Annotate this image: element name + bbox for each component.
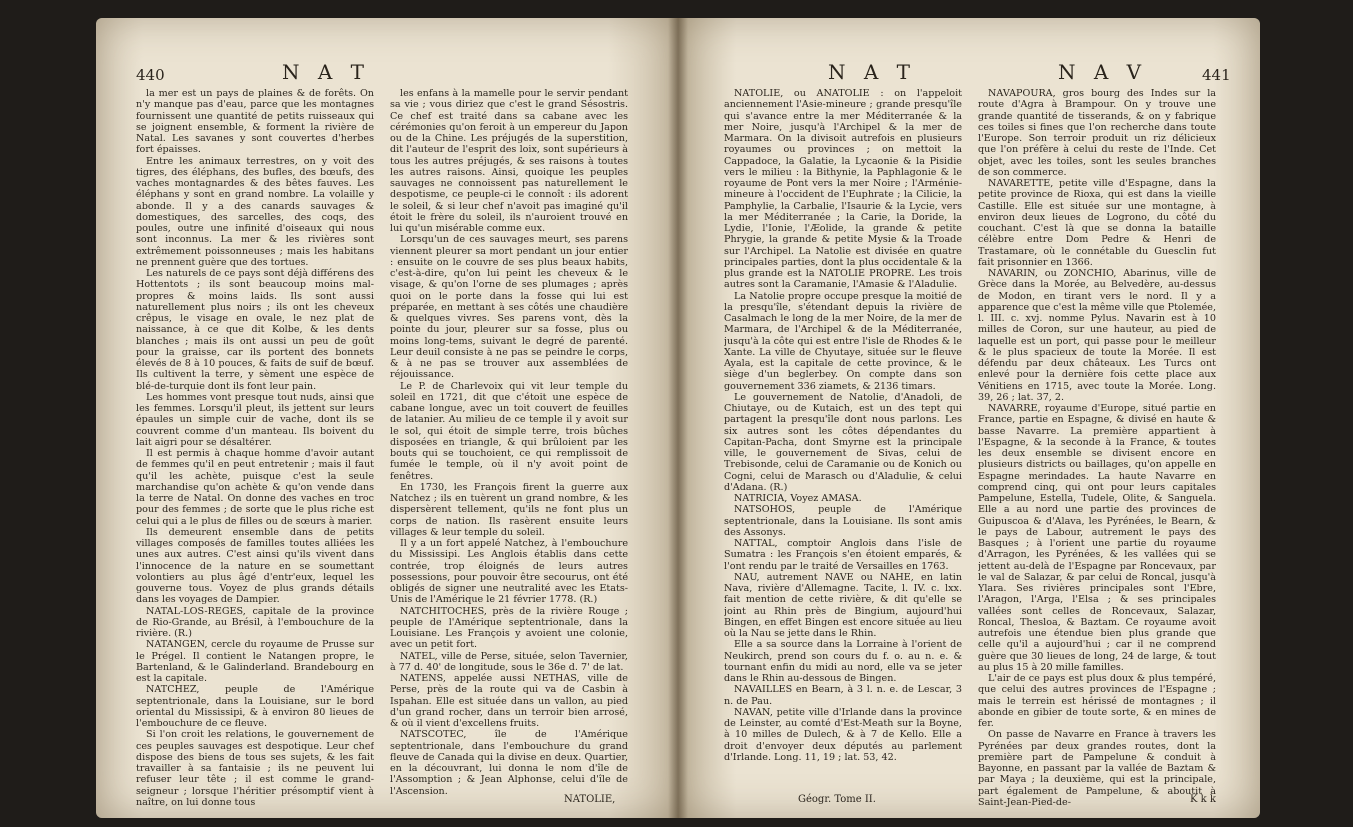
page-number: 441 xyxy=(1202,66,1231,84)
paragraph: les enfans à la mamelle pour le servir pendant sa vie ; vous diriez que c'est le grand Sésostris. Ce chef est traité dans sa cabane avec les cérémonies qu'on feroit à un empereur du Japon ou de la Chine. Les préjugés de la superstition, dit l'auteur de l'esprit des loix, sont supérieurs à tous les autres préjugés, & ses raisons à toutes les autres raisons. Ainsi, quoique les peuples sauvages ne connoissent pas naturellement le despotisme, ce peuple-ci le connoît : ils adorent le soleil, & si leur chef n'avoit pas imaginé qu'il étoit le frère du soleil, ils n'auroient trouvé en lui qu'un misérable comme eux. xyxy=(390,88,628,234)
paragraph: NAVARETTE, petite ville d'Espagne, dans la petite province de Rioxa, qui est dans la vieille Castille. Elle est située sur une montagne, à environ deux lieues de Logrono, du côté du couchant. C'est là que se donna la bataille célèbre entre Dom Pedre & Henri de Trastamare, où le connétable du Guesclin fut fait prisonnier en 1366. xyxy=(978,178,1216,268)
paragraph: Les hommes vont presque tout nuds, ainsi que les femmes. Lorsqu'il pleut, ils jettent sur leurs épaules un simple cuir de vache, dont ils se couvrent comme d'un manteau. Ils boivent du lait aigri pour se désaltérer. xyxy=(136,391,374,448)
paragraph: NAVAN, petite ville d'Irlande dans la province de Leinster, au comté d'Est-Meath sur la Boyne, à 10 milles de Dulech, & à 7 de Kello. Elle a droit d'envoyer deux députés au parlement d'Irlande. Long. 11, 19 ; lat. 53, 42. xyxy=(724,706,962,763)
paragraph: NAVARRE, royaume d'Europe, situé partie en France, partie en Espagne, & divisé en haute & basse Navarre. La première appartient à l'Espagne, & la seconde à la France, & toutes les deux ensemble se divisent encore en plusieurs districts ou baillages, qu'on appelle en Espagne merindades. La haute Navarre en comprend cinq, qui ont pour leurs capitales Pampelune, Estella, Tudele, Olite, & Sanguela. Elle a au nord une partie des provinces de Guipuscoa & d'Alava, les Pyrénées, le Bearn, & le pays de Labour, autrement le pays des Basques ; à l'orient une partie du royaume d'Arragon, les Pyrénées, & les vallées qui se jettent au-delà de l'Espagne par Roncevaux, par le val de Salazar, & par celui de Roncal, jusqu'à Ylara. Ses rivières principales sont l'Ebre, l'Aragon, l'Arga, l'Elsa ; & ses principales vallées sont celles de Roncevaux, Salazar, Roncal, Thesloa, & Baztam. Ce royaume avoit autrefois une étendue bien plus grande que celle qu'il a aujourd'hui ; car il ne comprend guère que 30 lieues de long, 24 de large, & tout au plus 15 à 20 mille familles. xyxy=(978,403,1216,673)
paragraph: NATRICIA, Voyez AMASA. xyxy=(734,493,862,504)
running-header: N A T xyxy=(282,60,370,84)
paragraph: Il y a un fort appelé Natchez, à l'embouchure du Mississipi. Les Anglois établis dans cette contrée, trop éloignés de leurs autres possessions, pour pouvoir être secourus, ont été obligés de signer une neutralité avec les Etats-Unis de l'Amérique le 21 février 1778. (R.) xyxy=(390,538,628,606)
page-number: 440 xyxy=(136,66,165,84)
paragraph: En 1730, les François firent la guerre aux Natchez ; ils en tuèrent un grand nombre, & les dispersèrent tellement, qu'ils ne font plus un corps de nation. Ils rasèrent ensuite leurs villages & leur temple du soleil. xyxy=(390,481,628,538)
paragraph: Les naturels de ce pays sont déjà différens des Hottentots ; ils sont beaucoup moins mal-propres & moins laids. Ils sont aussi naturellement plus noirs ; ils ont les cheveux crêpus, le visage en ovale, le nez plat de naissance, à ce que dit Kolbe, & les dents blanches ; mais ils ont aussi un peu de goût pour la graisse, car ils portent des bonnets élevés de 8 à 10 pouces, & faits de suif de bœuf. Ils cultivent la terre, y sèment une espèce de blé-de-turquie dont ils font leur pain. xyxy=(136,268,374,392)
paragraph: NAVAPOURA, gros bourg des Indes sur la route d'Agra à Brampour. On y trouve une grande quantité de tisserands, & on y fabrique ces toiles si fines que l'on recherche dans toute l'Europe. Son terroir produit un riz délicieux que l'on préfère à celui du reste de l'Inde. Cet objet, avec les toiles, sont les seules branches de son commerce. xyxy=(978,88,1216,178)
column-left-2 xyxy=(390,88,628,818)
column-right-1 xyxy=(724,88,962,818)
paragraph: NATTAL, comptoir Anglois dans l'isle de Sumatra : les François s'en étoient emparés, & l'ont rendu par le traité de Versailles en 1763. xyxy=(724,538,962,572)
paragraph: NAVAILLES en Bearn, à 3 l. n. e. de Lescar, 3 n. de Pau. xyxy=(724,684,962,707)
paragraph: NATOLIE, ou ANATOLIE : on l'appeloit anciennement l'Asie-mineure ; grande presqu'île qui s'avance entre la mer Méditerranée & la mer Noire, jusqu'à l'Archipel & la mer de Marmara. On la divisoit autrefois en plusieurs royaumes ou provinces ; on mettoit la Cappadoce, la Galatie, la Lycaonie & la Pisidie vers le milieu : la Bithynie, la Paphlagonie & le royaume de Pont vers la mer Noire ; l'Arménie-mineure à l'occident de l'Euphrate ; la Cilicie, la Pamphylie, la Carbalie, l'Isaurie & la Lycie, vers la mer Méditerranée ; la Carie, la Doride, la Lydie, l'Ionie, l'Æolide, la grande & petite Phrygie, la grande & petite Mysie & la Troade sur l'Archipel. La Natolie est divisée en quatre principales parties, dont la plus occidentale & la plus grande est la NATOLIE PROPRE. Les trois autres sont la Caramanie, l'Amasie & l'Aladulie. xyxy=(724,88,962,291)
paragraph: NATEL, ville de Perse, située, selon Tavernier, à 77 d. 40' de longitude, sous le 36e d. 7' de lat. xyxy=(390,650,628,673)
paragraph: Lorsqu'un de ces sauvages meurt, ses parens viennent pleurer sa mort pendant un jour entier : ensuite on le couvre de ses plus beaux habits, c'est-à-dire, qu'on lui peint les cheveux & le visage, & qu'on l'orne de ses plumages ; après quoi on le porte dans la fosse qui lui est préparée, en mettant à ses côtés une chaudière & quelques vivres. Ses parens vont, dès la pointe du jour, pleurer sur sa fosse, plus ou moins long-tems, suivant le degré de parenté. Leur deuil consiste à ne pas se peindre le corps, & à ne pas se trouver aux assemblées de réjouissance. xyxy=(390,234,628,381)
paragraph: NAVARIN, ou ZONCHIO, Abarinus, ville de Grèce dans la Morée, au Belvedère, au-dessus de Modon, en tirant vers le nord. Il y a apparence que c'est la même ville que Ptolemée, l. III. c. xvj. nomme Pylus. Navarin est à 10 milles de Coron, sur une hauteur, au pied de laquelle est un port, qui passe pour le meilleur & le plus spacieux de toute la Morée. Il est défendu par deux châteaux. Les Turcs ont enlevé pour la dernière fois cette place aux Vénitiens en 1715, avec toute la Morée. Long. 39, 26 ; lat. 37, 2. xyxy=(978,268,1216,403)
paragraph: Si l'on croit les relations, le gouvernement de ces peuples sauvages est despotique. Leur chef dispose des biens de tous ses sujets, & les fait travailler à sa fantaisie ; ils ne peuvent lui refuser leur tête ; il est comme le grand-seigneur ; lorsque l'héritier présomptif vient à naître, on lui donne tous xyxy=(136,729,374,808)
paragraph: Ils demeurent ensemble dans de petits villages composés de familles toutes alliées les unes aux autres. C'est ainsi qu'ils vivent dans l'innocence de la nature en se soumettant volontiers au plus âgé d'entr'eux, lequel les gouverne tous. Voyez de plus grands détails dans les voyages de Dampier. xyxy=(136,526,374,606)
paragraph: NATSOHOS, peuple de l'Amérique septentrionale, dans la Louisiane. Ils sont amis des Assonys. xyxy=(724,504,962,538)
left-page xyxy=(96,18,678,818)
paragraph: Elle a sa source dans la Lorraine à l'orient de Neukirch, prend son cours du f. o. au n. e. & tournant enfin du midi au nord, elle va se jeter dans le Rhin au-dessous de Bingen. xyxy=(724,639,962,684)
paragraph: Entre les animaux terrestres, on y voit des tigres, des éléphans, des bufles, des bœufs, des vaches montagnardes & des bêtes fauves. Les éléphans y sont en grand nombre. La volaille y abonde. Il y a des canards sauvages & domestiques, des sarcelles, des coqs, des poules, outre une infinité d'oiseaux qui nous sont inconnus. La mer & les rivières sont extrêmement poissonneuses ; mais les habitans ne prennent guère que des tortues. xyxy=(136,155,374,268)
paragraph: NATANGEN, cercle du royaume de Prusse sur le Prégel. Il contient le Natangen propre, le Bartenland, & le Galinderland. Brandebourg en est la capitale. xyxy=(136,639,374,684)
right-page xyxy=(678,18,1260,818)
paragraph: NAU, autrement NAVE ou NAHE, en latin Nava, rivière d'Allemagne. Tacite, l. IV. c. lxx. fait mention de cette rivière, & dit qu'elle se joint au Rhin près de Bingium, aujourd'hui Bingen, en effet Bingen est encore située au lieu où la Nau se jette dans le Rhin. xyxy=(724,571,962,639)
signature-mark: Géogr. Tome II. xyxy=(798,794,876,805)
running-header-left: N A T xyxy=(828,60,916,84)
catchword: NATOLIE, xyxy=(564,794,616,805)
column-right-2 xyxy=(978,88,1216,818)
paragraph: L'air de ce pays est plus doux & plus tempéré, que celui des autres provinces de l'Espagne ; mais le terrein est hérissé de montagnes ; il abonde en gibier de toute sorte, & en mines de fer. xyxy=(978,673,1216,729)
catchword: K k k xyxy=(1190,794,1216,805)
paragraph: On passe de Navarre en France à travers les Pyrénées par deux grandes routes, dont la première part de Pampelune & conduit à Bayonne, en passant par la vallée de Baztam & par Maya ; la deuxième, qui est la principale, part également de Pampelune, & aboutit à Saint-Jean-Pied-de- xyxy=(978,729,1216,808)
paragraph: Le P. de Charlevoix qui vit leur temple du soleil en 1721, dit que c'étoit une espèce de cabane longue, avec un toit couvert de feuilles de latanier. Au milieu de ce temple il y avoit sur le sol, qui étoit de simple terre, trois bûches disposées en triangle, & qui brûloient par les bouts qui se touchoient, ce qui remplissoit de fumée le temple, où il n'y avoit point de fenêtres. xyxy=(390,380,628,482)
running-header-right: N A V xyxy=(1058,60,1148,84)
book-gutter xyxy=(668,18,688,818)
paragraph: NATAL-LOS-REGES, capitale de la province de Rio-Grande, au Brésil, à l'embouchure de la rivière. (R.) xyxy=(136,605,374,639)
paragraph: NATSCOTEC, île de l'Amérique septentrionale, dans l'embouchure du grand fleuve de Canada qui la divise en deux. Quartier, en la découvrant, lui donna le nom d'île de l'Assomption ; & Jean Alphonse, celui d'île de l'Ascension. xyxy=(390,729,628,797)
column-left-1 xyxy=(136,88,374,818)
paragraph: NATCHITOCHES, près de la rivière Rouge ; peuple de l'Amérique septentrionale, dans la Louisiane. Les François y avoient une colonie, avec un petit fort. xyxy=(390,605,628,651)
paragraph: NATCHEZ, peuple de l'Amérique septentrionale, dans la Louisiane, sur le bord oriental du Mississipi, & à environ 80 lieues de l'embouchure de ce fleuve. xyxy=(136,684,374,729)
paragraph: Le gouvernement de Natolie, d'Anadoli, de Chiutaye, ou de Kutaich, est un des tept qui partagent la presqu'île dont nous parlons. Les six autres sont les côtes dépendantes du Capitan-Pacha, dont Smyrne est la principale ville, le gouvernement de Sivas, celui de Trebisonde, celui de Caramanie ou de Konich ou Cogni, celui de Marasch ou d'Aladulie, & celui d'Adana. (R.) xyxy=(724,391,962,493)
paragraph: la mer est un pays de plaines & de forêts. On n'y manque pas d'eau, parce que les montagnes fournissent une quantité de petits ruisseaux qui se joignent ensemble, & forment la rivière de Natal. Les savanes y sont couvertes d'herbes fort épaisses. xyxy=(136,88,374,156)
paragraph: Il est permis à chaque homme d'avoir autant de femmes qu'il en peut entretenir ; mais il faut qu'il les achète, puisque c'est la seule marchandise qu'on achète & qu'on vende dans la terre de Natal. On donne des vaches en troc pour des femmes ; de sorte que le plus riche est celui qui a le plus de filles ou de sœurs à marier. xyxy=(136,448,374,527)
paragraph: La Natolie propre occupe presque la moitié de la presqu'île, s'étendant depuis la rivière de Casalmach le long de la mer Noire, de la mer de Marmara, de l'Archipel & de la Méditerranée, jusqu'à la côte qui est entre l'isle de Rhodes & le Xante. La ville de Chyutaye, située sur le fleuve Ayala, est la capitale de cette province, & le siège d'un beglerbey. On compte dans son gouvernement 336 ziamets, & 2136 timars. xyxy=(724,290,962,392)
paragraph: NATENS, appelée aussi NETHAS, ville de Perse, près de la route qui va de Casbin à Ispahan. Elle est située dans un vallon, au pied d'un grand rocher, dans un terroir bien arrosé, & où il vient d'excellens fruits. xyxy=(390,673,628,729)
